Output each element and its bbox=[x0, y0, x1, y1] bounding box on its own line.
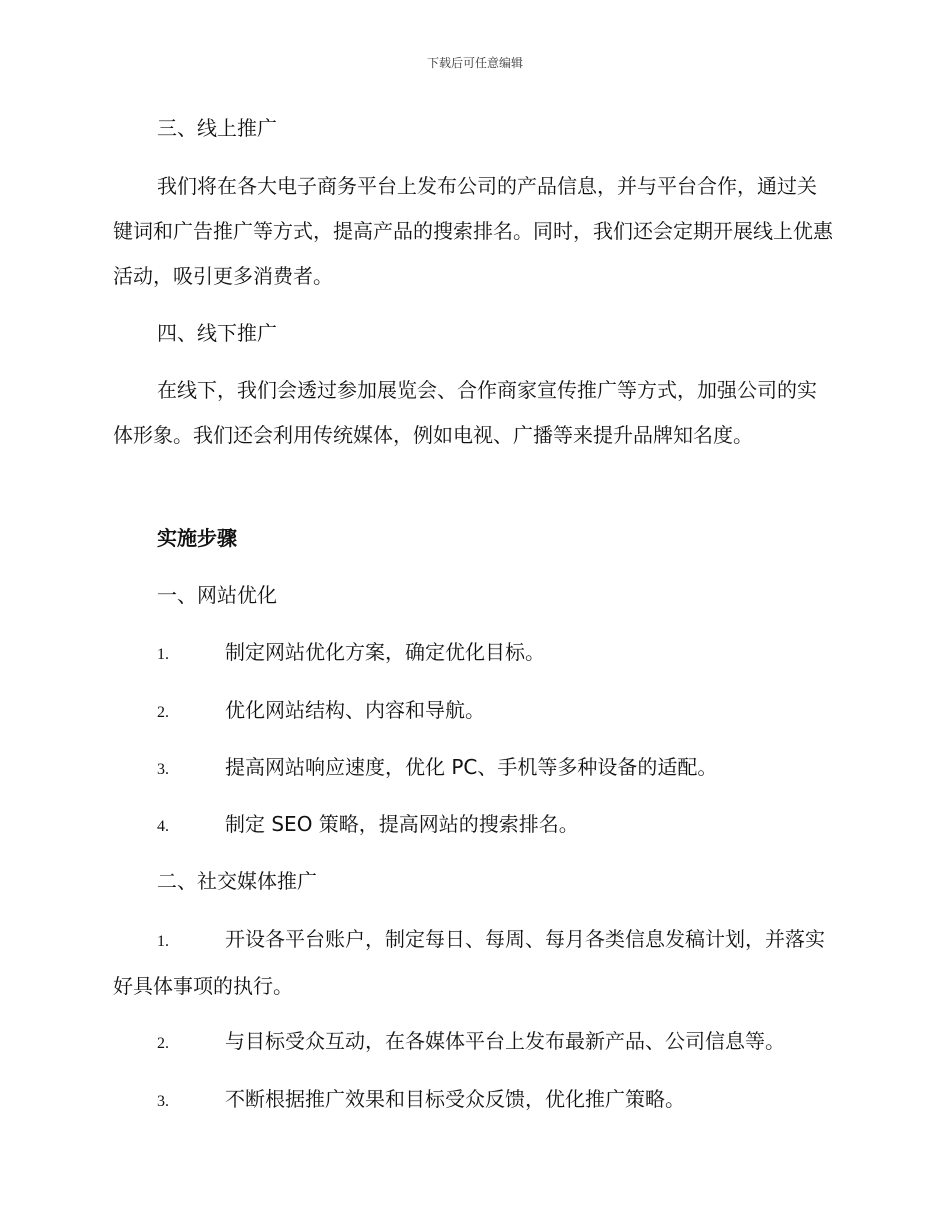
list-number: 2. bbox=[157, 704, 169, 721]
list-item bbox=[157, 802, 837, 849]
section-heading-website: 一、网站优化 bbox=[157, 583, 277, 607]
list-item bbox=[113, 917, 837, 1009]
list-number: 4. bbox=[157, 818, 169, 835]
list-item bbox=[157, 1077, 837, 1124]
list-number: 2. bbox=[157, 1035, 169, 1052]
list-item bbox=[157, 745, 837, 792]
list-text: 不断根据推广效果和目标受众反馈，优化推广策略。 bbox=[225, 1087, 685, 1111]
section-heading-online: 三、线上推广 bbox=[157, 116, 277, 140]
paragraph-online: 我们将在各大电子商务平台上发布公司的产品信息，并与平台合作，通过关键词和广告推广等方式，提高产品的搜索排名。同时，我们还会定期开展线上优惠活动，吸引更多消费者。 bbox=[113, 174, 833, 288]
list-text: 开设各平台账户，制定每日、每周、每月各类信息发稿计划，并落实好具体事项的执行。 bbox=[113, 927, 825, 998]
section-heading-offline: 四、线下推广 bbox=[157, 321, 277, 345]
list-item bbox=[157, 688, 837, 735]
list-text: 制定网站优化方案，确定优化目标。 bbox=[225, 640, 545, 664]
paragraph-offline: 在线下，我们会透过参加展览会、合作商家宣传推广等方式，加强公司的实体形象。我们还会利用传统媒体，例如电视、广播等来提升品牌知名度。 bbox=[113, 378, 817, 447]
steps-title: 实施步骤 bbox=[157, 526, 237, 550]
list-number: 3. bbox=[157, 1093, 169, 1110]
list-number: 1. bbox=[157, 933, 169, 950]
list-text: 优化网站结构、内容和导航。 bbox=[225, 698, 485, 722]
section-heading-social: 二、社交媒体推广 bbox=[157, 869, 317, 893]
list-text: 与目标受众互动，在各媒体平台上发布最新产品、公司信息等。 bbox=[225, 1029, 785, 1053]
list-text: 制定 SEO 策略，提高网站的搜索排名。 bbox=[225, 812, 579, 836]
list-item bbox=[157, 1019, 837, 1066]
list-item bbox=[157, 630, 837, 677]
header-note: 下载后可任意编辑 bbox=[426, 56, 523, 70]
list-number: 3. bbox=[157, 761, 169, 778]
list-number: 1. bbox=[157, 646, 169, 663]
list-text: 提高网站响应速度，优化 PC、手机等多种设备的适配。 bbox=[225, 755, 718, 779]
